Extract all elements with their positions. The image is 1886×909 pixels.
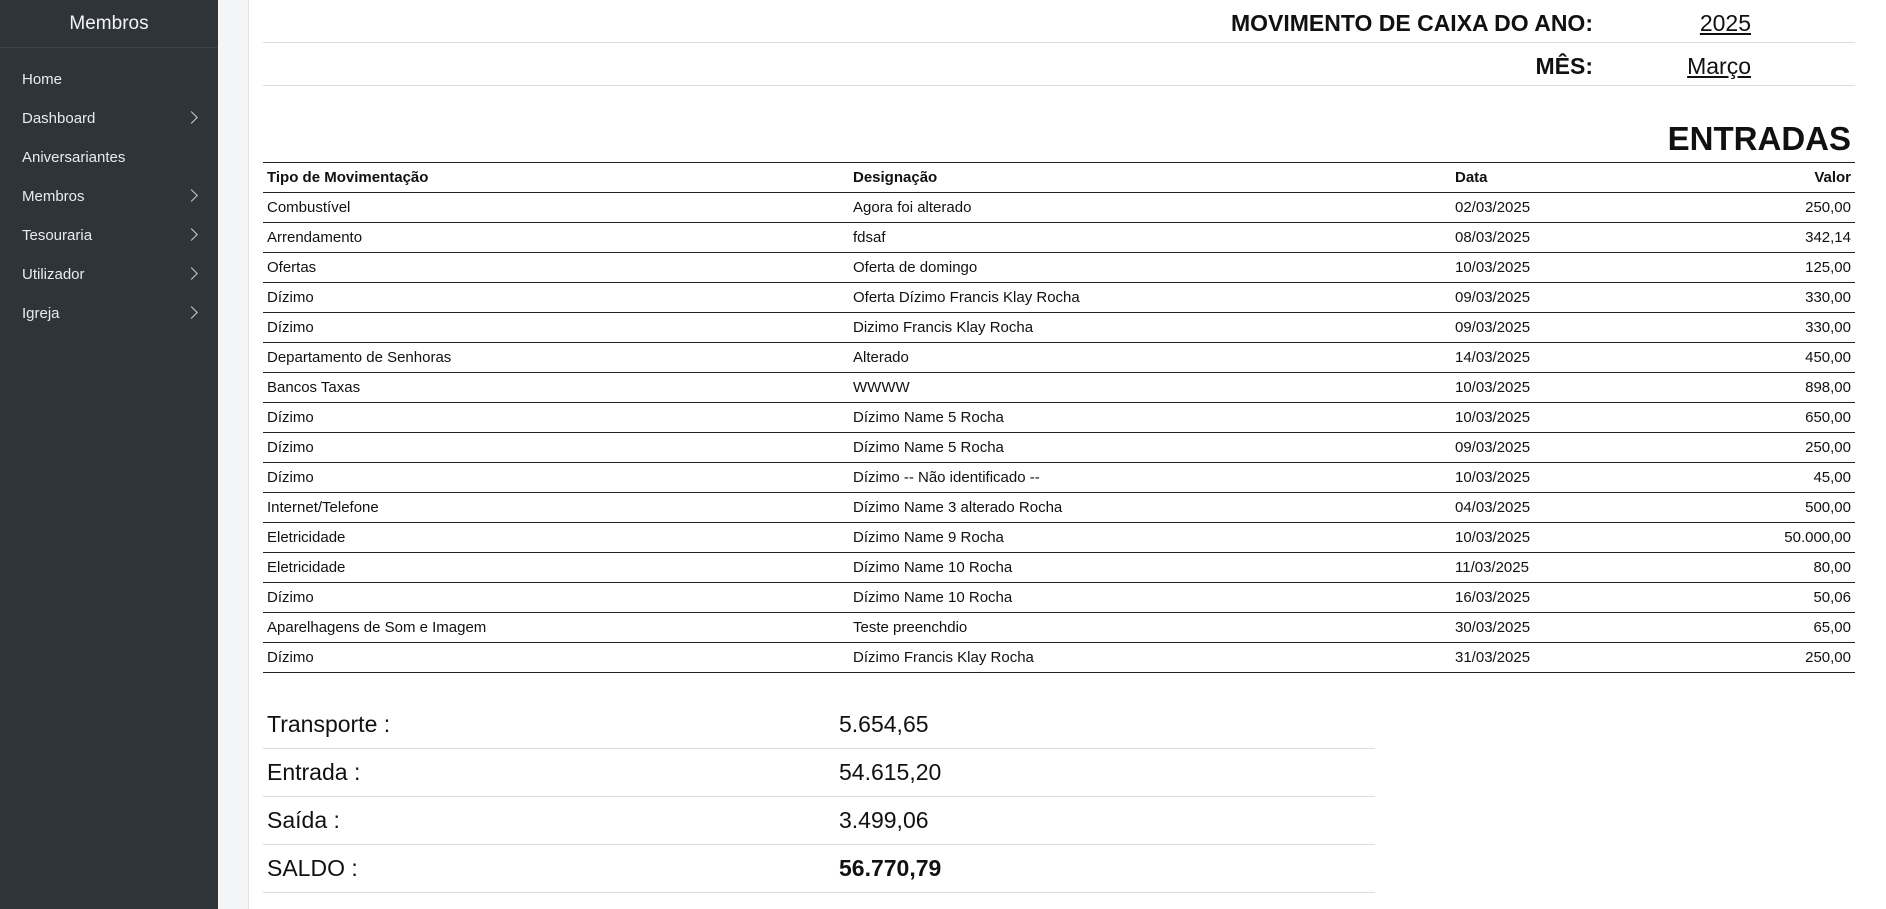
cell-valor: 250,00 [1759, 433, 1855, 463]
cell-data: 09/03/2025 [1451, 313, 1759, 343]
total-label: Entrada : [267, 759, 361, 785]
cell-valor: 450,00 [1759, 343, 1855, 373]
cell-tipo: Bancos Taxas [263, 373, 849, 403]
table-row [263, 433, 1855, 463]
cell-designacao: Dizimo Francis Klay Rocha [849, 313, 1451, 343]
table-row [263, 343, 1855, 373]
cell-designacao: Dízimo Name 3 alterado Rocha [849, 493, 1451, 523]
sidebar-item-label: Dashboard [22, 110, 96, 127]
total-label: SALDO : [267, 855, 358, 881]
cell-valor: 250,00 [1759, 643, 1855, 673]
table-row [263, 523, 1855, 553]
cell-designacao: Oferta de domingo [849, 253, 1451, 283]
cell-data: 09/03/2025 [1451, 283, 1759, 313]
cell-valor: 330,00 [1759, 313, 1855, 343]
total-entrada [263, 749, 1375, 797]
sidebar-item-membros[interactable] [0, 177, 218, 216]
section-title: ENTRADAS [1667, 120, 1851, 157]
table-row [263, 373, 1855, 403]
cell-tipo: Internet/Telefone [263, 493, 849, 523]
cell-data: 31/03/2025 [1451, 643, 1759, 673]
cell-designacao: Oferta Dízimo Francis Klay Rocha [849, 283, 1451, 313]
table-row [263, 493, 1855, 523]
cell-data: 10/03/2025 [1451, 253, 1759, 283]
cell-tipo: Combustível [263, 193, 849, 223]
table-body [263, 193, 1855, 673]
total-value: 56.770,79 [839, 855, 942, 881]
year-row [263, 0, 1855, 43]
table-row [263, 403, 1855, 433]
cell-designacao: Teste preenchdio [849, 613, 1451, 643]
cell-tipo: Dízimo [263, 583, 849, 613]
column-header-tipo: Tipo de Movimentação [263, 163, 849, 193]
cell-designacao: Dízimo Name 5 Rocha [849, 403, 1451, 433]
total-saldo [263, 845, 1375, 893]
entries-table [263, 162, 1855, 673]
totals [263, 701, 1375, 893]
total-label: Transporte : [267, 711, 391, 737]
total-saida [263, 797, 1375, 845]
chevron-right-icon [185, 267, 198, 280]
cell-data: 10/03/2025 [1451, 523, 1759, 553]
cell-designacao: Alterado [849, 343, 1451, 373]
year-label: MOVIMENTO DE CAIXA DO ANO: [1230, 10, 1593, 36]
cell-designacao: Dízimo Francis Klay Rocha [849, 643, 1451, 673]
cell-designacao: Dízimo Name 5 Rocha [849, 433, 1451, 463]
cell-tipo: Dízimo [263, 313, 849, 343]
cell-data: 16/03/2025 [1451, 583, 1759, 613]
table-row [263, 613, 1855, 643]
month-label: MÊS: [1535, 53, 1593, 79]
cell-tipo: Eletricidade [263, 523, 849, 553]
column-header-valor: Valor [1759, 163, 1855, 193]
cell-data: 02/03/2025 [1451, 193, 1759, 223]
table-row [263, 193, 1855, 223]
sidebar-item-tesouraria[interactable] [0, 216, 218, 255]
cell-data: 10/03/2025 [1451, 463, 1759, 493]
cell-valor: 650,00 [1759, 403, 1855, 433]
sidebar-item-label: Membros [22, 188, 85, 205]
cell-tipo: Eletricidade [263, 553, 849, 583]
sidebar-item-home[interactable] [0, 60, 218, 99]
chevron-right-icon [185, 306, 198, 319]
cell-tipo: Arrendamento [263, 223, 849, 253]
column-header-data: Data [1451, 163, 1759, 193]
cell-valor: 80,00 [1759, 553, 1855, 583]
cell-designacao: Agora foi alterado [849, 193, 1451, 223]
report [263, 0, 1855, 893]
sidebar-brand[interactable]: Membros [0, 0, 218, 48]
cell-data: 11/03/2025 [1451, 553, 1759, 583]
cell-data: 04/03/2025 [1451, 493, 1759, 523]
chevron-right-icon [185, 111, 198, 124]
cell-tipo: Dízimo [263, 283, 849, 313]
cell-tipo: Dízimo [263, 433, 849, 463]
column-header-designacao: Designação [849, 163, 1451, 193]
sidebar-item-igreja[interactable] [0, 294, 218, 333]
total-transporte [263, 701, 1375, 749]
cell-tipo: Dízimo [263, 403, 849, 433]
cell-designacao: fdsaf [849, 223, 1451, 253]
cell-data: 08/03/2025 [1451, 223, 1759, 253]
cell-valor: 50.000,00 [1759, 523, 1855, 553]
cell-valor: 50,06 [1759, 583, 1855, 613]
sidebar-item-aniversariantes[interactable] [0, 138, 218, 177]
cell-valor: 45,00 [1759, 463, 1855, 493]
cell-valor: 342,14 [1759, 223, 1855, 253]
cell-valor: 898,00 [1759, 373, 1855, 403]
cell-tipo: Ofertas [263, 253, 849, 283]
cell-valor: 65,00 [1759, 613, 1855, 643]
sidebar-item-label: Aniversariantes [22, 149, 126, 166]
cell-tipo: Aparelhagens de Som e Imagem [263, 613, 849, 643]
chevron-right-icon [185, 228, 198, 241]
chevron-right-icon [185, 189, 198, 202]
total-label: Saída : [267, 807, 340, 833]
cell-tipo: Dízimo [263, 463, 849, 493]
cell-valor: 330,00 [1759, 283, 1855, 313]
cell-valor: 500,00 [1759, 493, 1855, 523]
sidebar [0, 0, 218, 909]
table-row [263, 553, 1855, 583]
month-row [263, 43, 1855, 86]
cell-designacao: Dízimo Name 10 Rocha [849, 583, 1451, 613]
table-row [263, 283, 1855, 313]
cell-data: 14/03/2025 [1451, 343, 1759, 373]
cell-tipo: Departamento de Senhoras [263, 343, 849, 373]
cell-designacao: WWWW [849, 373, 1451, 403]
total-value: 54.615,20 [839, 759, 942, 785]
cell-valor: 125,00 [1759, 253, 1855, 283]
sidebar-item-label: Utilizador [22, 266, 85, 283]
cell-data: 10/03/2025 [1451, 373, 1759, 403]
cell-designacao: Dízimo Name 10 Rocha [849, 553, 1451, 583]
total-value: 3.499,06 [839, 807, 929, 833]
table-row [263, 643, 1855, 673]
cell-valor: 250,00 [1759, 193, 1855, 223]
sidebar-item-dashboard[interactable] [0, 99, 218, 138]
month-value[interactable]: Março [1687, 53, 1751, 79]
total-value: 5.654,65 [839, 711, 929, 737]
table-row [263, 583, 1855, 613]
table-row [263, 463, 1855, 493]
sidebar-item-label: Tesouraria [22, 227, 93, 244]
sidebar-nav [0, 48, 218, 333]
table-row [263, 313, 1855, 343]
cell-data: 10/03/2025 [1451, 403, 1759, 433]
table-row [263, 253, 1855, 283]
cell-designacao: Dízimo -- Não identificado -- [849, 463, 1451, 493]
sidebar-item-label: Home [22, 71, 63, 88]
main-content [248, 0, 1886, 909]
cell-tipo: Dízimo [263, 643, 849, 673]
table-header-row [263, 163, 1855, 193]
sidebar-item-label: Igreja [22, 305, 60, 322]
cell-designacao: Dízimo Name 9 Rocha [849, 523, 1451, 553]
cell-data: 09/03/2025 [1451, 433, 1759, 463]
year-value[interactable]: 2025 [1699, 10, 1751, 36]
sidebar-item-utilizador[interactable] [0, 255, 218, 294]
table-row [263, 223, 1855, 253]
cell-data: 30/03/2025 [1451, 613, 1759, 643]
